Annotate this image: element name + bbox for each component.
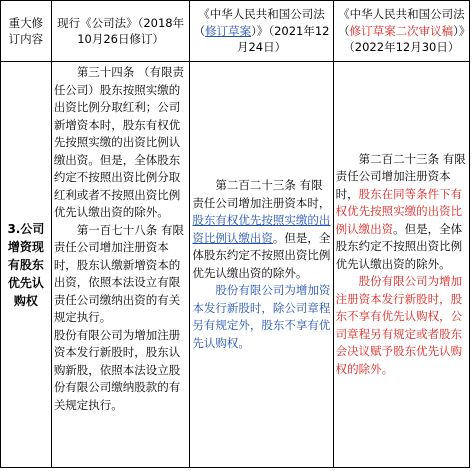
current-article-34: 第三十四条 （有限责任公司）股东按照实缴的出资比例分取红利；公司新增资本时，股东有权优先按照实缴的出资比例认缴出资。但是，全体股东约定不按照出资比例分取红利或者不按照出资比例优先认缴出资的除外。 [53,65,184,219]
revision-item-label [1,62,52,468]
current-law-cell [51,62,190,468]
header-row [1,1,470,62]
header-draft-2-label: 修订草案二次审议稿 [349,23,454,38]
draft-1-article-223-highlight: 股东有权优先按照实缴的出资比例认缴出资 [192,213,331,245]
header-draft-1-label: 修订草案 [205,23,252,38]
draft-2-article-223 [336,151,467,274]
header-draft-1-prefix: 《中华人民共和国公司法（ [193,7,325,38]
header-draft-2-prefix: 《中华人民共和国公司法（ [338,7,465,38]
header-current-law [51,1,190,62]
header-major-revision [1,1,52,62]
draft-2-cell [333,62,469,468]
current-article-178-shares: 股份有限公司为增加注册资本发行新股时，股东认购新股，依照本法设立股份有限公司缴纳股款的有关规定执行。 [53,327,181,412]
header-draft-2 [333,1,469,62]
draft-1-article-223-lead: 第二百二十三条 有限责任公司增加注册资本时， [192,178,331,210]
draft-1-cell [190,62,333,468]
header-current-law-text: 现行《公司法》（2018年10月26日修订） [57,15,185,46]
draft-1-shares-clause: 股份有限公司为增加资本发行新股时，除公司章程另有规定外，股东不享有优先认购权。 [192,283,331,350]
draft-1-article-223 [192,177,330,282]
header-draft-2-date: ）》（2022年12月30日） [343,23,465,55]
draft-2-article-223-tail: 。但是，全体股东约定不按照出资比例优先认缴出资的除外。 [335,221,463,271]
revision-item-text: 3.公司增资现有股东优先认购权 [7,221,45,308]
header-major-revision-text: 重大修订内容 [8,15,44,46]
header-draft-1-date: ）》（2021年12月24日） [236,23,330,55]
current-article-178: 第一百七十八条 有限责任公司增加注册资本时，股东认缴新增资本的出资，依照本法设立有限责任公司缴纳出资的有关规定执行。 [53,222,184,324]
draft-1-article-223-tail: 。但是，全体股东约定不按照出资比例优先认缴出资的除外。 [192,230,331,280]
content-row [1,62,470,468]
header-draft-1 [190,1,333,62]
draft-2-shares-clause: 股份有限公司为增加注册资本发行新股时，股东不享有优先认购权，公司章程另有规定或者股东会决议赋予股东优先认购权的除外。 [335,274,463,376]
draft-2-article-223-highlight: 股东在同等条件下有权优先按照实缴的出资比例认缴出资 [335,186,463,236]
draft-2-article-223-lead: 第二百二十三条 有限责任公司增加注册资本时， [335,151,466,201]
